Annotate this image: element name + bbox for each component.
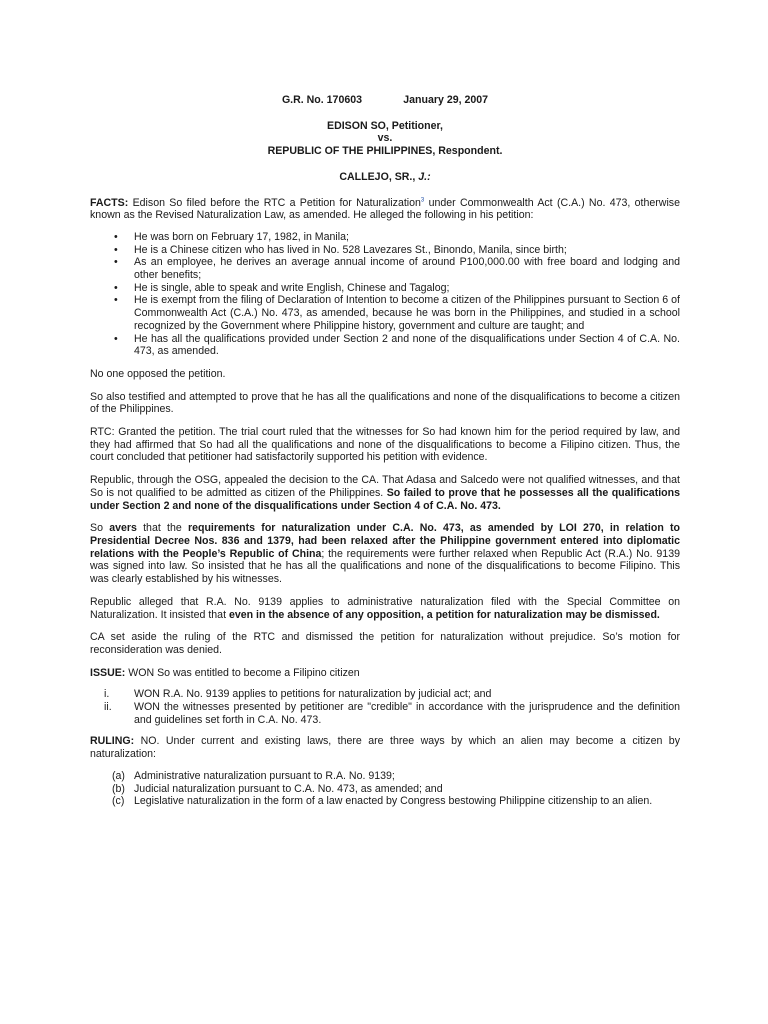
case-date: January 29, 2007: [403, 94, 489, 106]
ponente-name: CALLEJO, SR.,: [339, 170, 419, 183]
facts-text-b: under Commonwealth Act (C.A.) No. 473, otherwise known as the Revised Naturalization Law, as amended. He alleged the following in his petition:: [90, 196, 680, 222]
list-item: • As an employee, he derives an average annual income of around P100,000.00 with free board and lodging and other benefits;: [114, 256, 680, 282]
ponente-line: [90, 171, 680, 184]
footnote-link[interactable]: 3: [420, 196, 425, 203]
issue-list: [90, 688, 680, 726]
issue-paragraph: ISSUE: WON So was entitled to become a Filipino citizen: [90, 666, 360, 679]
list-item: • He was born on February 17, 1982, in Manila;: [114, 230, 349, 243]
list-item: • He is single, able to speak and write English, Chinese and Tagalog;: [114, 281, 450, 294]
bullet-icon: •: [114, 243, 118, 256]
bullet-icon: •: [114, 256, 118, 269]
list-item: i. WON R.A. No. 9139 applies to petitions for naturalization by judicial act; and: [104, 688, 492, 701]
list-item: (c) Legislative naturalization in the form of a law enacted by Congress bestowing Philippine citizenship to an alien.: [112, 795, 653, 808]
list-item: (a) Administrative naturalization pursuant to R.A. No. 9139;: [112, 769, 395, 782]
list-item: ii. WON the witnesses presented by petitioner are "credible" in accordance with the jurisprudence and the definition and guidelines set forth in C.A. No. 473.: [104, 701, 680, 726]
bullet-icon: •: [114, 230, 118, 243]
facts-label: FACTS:: [90, 196, 129, 209]
facts-bullet-list: [90, 231, 680, 358]
list-item: • He is exempt from the filing of Declaration of Intention to become a citizen of the Philippines pursuant to Section 6 of Commonwealth Act (C.A.) No. 473, as amended, because he was born in the Philippines, and studied in a school recognized by the Government where Philippine history, government and culture are taught; and: [114, 294, 680, 332]
ruling-label: RULING:: [90, 735, 135, 748]
case-number: G.R. No. 170603: [281, 94, 363, 106]
bullet-icon: •: [114, 294, 118, 307]
bullet-icon: •: [114, 332, 118, 345]
case-header-line: [90, 94, 680, 107]
petitioner-line: EDISON SO, Petitioner,: [327, 119, 443, 132]
ruling-paragraph: RULING: NO. Under current and existing laws, there are three ways by which an alien may become a citizen by naturalization:: [90, 735, 680, 761]
issue-label: ISSUE:: [90, 666, 126, 679]
facts-paragraph: [90, 197, 680, 222]
bullet-icon: •: [114, 281, 118, 294]
ra9139-paragraph: Republic alleged that R.A. No. 9139 applies to administrative naturalization filed with the Special Committee on Naturalization. It insisted that even in the absence of any opposition, a petition for naturalization may be dismissed.: [90, 595, 680, 621]
avers-paragraph: So avers that the requirements for naturalization under C.A. No. 473, as amended by LOI 270, in relation to Presidential Decree Nos. 836 and 1379, had been relaxed after the Philippine government entered into diplomatic relations with the People’s Republic of China; the requirements were further relaxed when Republic Act (R.A.) No. 9139 was signed into law. So insisted that he has all the qualifications and none of the disqualifications to become Filipino. This was clearly established by his witnesses.: [90, 522, 681, 586]
republic-appeal-paragraph: Republic, through the OSG, appealed the decision to the CA. That Adasa and Salcedo were not qualified witnesses, and that So is not qualified to be admitted as citizen of the Philippines. So failed to prove that he possesses all the qualifications under Section 2 and none of the disqualifications under Section 4 of C.A. No. 473.: [90, 474, 680, 512]
rtc-paragraph: RTC: Granted the petition. The trial court ruled that the witnesses for So had known him for the period required by law, and they had affirmed that So had all the qualifications and none of the disqualifications to become a Filipino citizen. Thus, the court concluded that petitioner had satisfactorily supported his petition with evidence.: [90, 426, 680, 464]
no-opposition-paragraph: No one opposed the petition.: [90, 367, 226, 380]
respondent-line: REPUBLIC OF THE PHILIPPINES, Respondent.: [267, 145, 503, 158]
list-item: • He is a Chinese citizen who has lived in No. 528 Lavezares St., Binondo, Manila, since birth;: [114, 243, 567, 256]
list-item: (b) Judicial naturalization pursuant to C.A. No. 473, as amended; and: [112, 782, 443, 795]
testified-paragraph: So also testified and attempted to prove that he has all the qualifications and none of the disqualifications to become a citizen of the Philippines.: [90, 390, 680, 416]
facts-text-a: Edison So filed before the RTC a Petition for Naturalization: [128, 196, 421, 209]
versus-line: vs.: [377, 132, 393, 145]
ruling-list: [90, 770, 680, 808]
list-item: • He has all the qualifications provided under Section 2 and none of the disqualifications under Section 4 of C.A. No. 473, as amended.: [114, 332, 680, 358]
ca-paragraph: CA set aside the ruling of the RTC and dismissed the petition for naturalization without prejudice. So’s motion for reconsideration was denied.: [90, 631, 680, 656]
ponente-title: J.:: [418, 170, 431, 183]
